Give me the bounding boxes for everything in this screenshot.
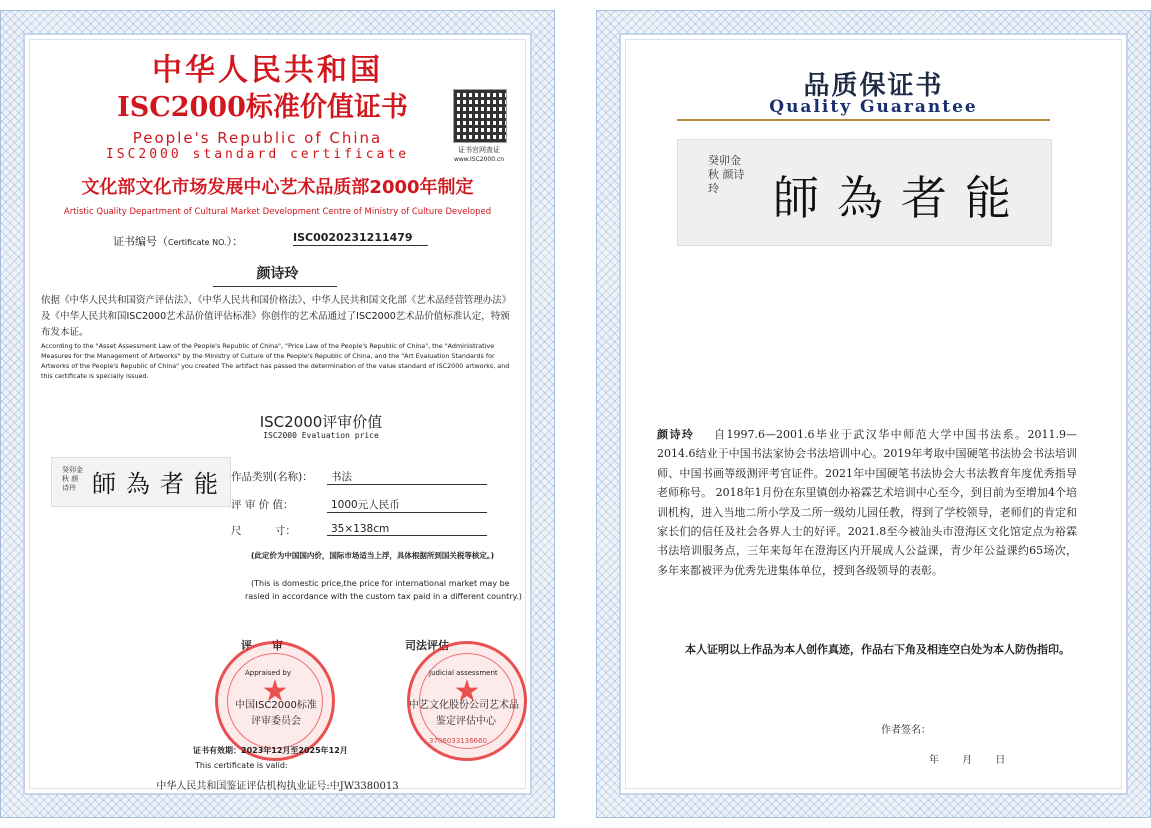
seal-org-line1: 中国ISC2000标准 [235,700,317,711]
artwork-thumbnail [51,457,231,507]
field-label: 评 审 价 值： [231,499,294,511]
authenticity-declaration: 本人证明以上作品为本人创作真迹，作品右下角及相连空白处为本人防伪指印。 [685,643,1070,656]
guarantee-title-cn: 品质保证书 [803,71,944,101]
validity-en: This certificate is valid: [195,761,288,770]
signature-label: 作者签名： [881,725,931,736]
statement-cn: 依据《中华人民共和国资产评估法》、《中华人民共和国价格法》、中华人民共和国文化部《艺术品经营管理办法》及《中华人民共和国ISC2000艺术品价值评估标准》你创作的艺术品通过了ISC2000艺术品价值标准认定，特颁布发本证。 [41,295,510,338]
field-label: 尺 寸： [231,525,296,537]
cert-no-label-en: Certificate NO. [168,238,227,247]
field-value: 书法 [327,469,487,485]
judicial-label: 司法评估 [405,639,449,652]
name-underline [213,286,337,287]
cert-no-value: ISC0020231211479 [293,231,428,246]
artwork-image [677,139,1052,246]
seal-code: 3706033136660 [429,737,487,745]
statement-en: According to the "Asset Assessment Law of the People's Republic of China", "Price Law of the People's Republic of China", the "Administrative Measures for the Management of Artworks" by the Ministry of Culture of the People's Republic of China, and the "Art Evaluation Standards for Artworks of the People's Republic of China" you created The artifact has passed the determination of the value standard of ISC2000 artworks, and this certificate is specially issued. [41,342,510,380]
isc2000-certificate [0,10,555,818]
bio-name: 颜诗玲 [657,428,695,441]
artist-name: 颜诗玲 [256,266,299,282]
price-note-en: (This is domestic price,the price for international market may be rasied in accordance with the custom tax paid in a different country.) [245,579,522,601]
field-row-category [231,469,352,484]
artwork-characters: 師為者能 [92,470,228,498]
field-row-size [231,523,390,538]
field-value: 1000元人民币 [327,497,487,513]
seal-caption: Appraised by [245,669,291,677]
review-label: 评 审 [241,639,291,652]
seal-org-line2: 鉴定评估中心 [436,716,496,727]
artwork-inscription: 癸卯金秋 颜诗玲 [62,466,83,492]
title-en-2: ISC2000 standard certificate [105,147,410,162]
seal-org-line2: 评审委员会 [251,716,301,727]
artwork-characters: 師為者能 [773,171,1029,225]
seal-star-icon: ★ [453,674,481,709]
title-divider [677,119,1050,121]
artwork-inscription: 癸卯金秋 颜诗玲 [708,154,745,195]
seal-caption: Judicial assessment [429,669,498,677]
guarantee-title-en: Quality Guarantee [769,97,978,117]
validity-period: 证书有效期：2023年12月至2025年12月 [193,746,348,755]
price-note-cn: (此定价为中国国内价，国际市场适当上浮，具体根据所到国关税等核定。) [251,551,495,560]
department-en: Artistic Quality Department of Cultural Market Development Centre of Ministry of Culture Developed [63,207,492,217]
qr-code-icon[interactable] [453,89,507,143]
date-label: 年 月 日 [929,755,1006,766]
field-row-value [231,497,400,512]
evaluation-subtitle: ISC2000 Evaluation price [263,431,379,440]
evaluation-title: ISC2000评审价值 [259,413,383,431]
bio-text: 自1997.6—2001.6毕业于武汉华中师范大学中国书法系。2011.9—2014.6结业于中国书法家协会书法培训中心。2019年考取中国硬笔书法协会书法培训师、中国书画等级测评考官证件。2021年中国硬笔书法协会大书法教育年度优秀指导老师称号。 2018年1月份在东里镇创办裕霖艺术培训中心至今，到目前为至增加4个培训机构，进入当地二所小学及二所一级幼儿园任教，得到了学校领导，老师们的肯定和家长们的信任及社会各界人士的好评。2021.8至今被汕头市澄海区文化馆定点为裕霖书法培训服务点，三年来每年在澄海区内开展成人公益课，青少年公益课约65场次，多年来都被评为优秀先进集体单位，授到各级领导的表彰。 [657,428,1078,577]
quality-guarantee [596,10,1151,818]
field-value: 35×138cm [327,523,487,536]
title-en-1: People's Republic of China [132,129,383,147]
cert-no-label-cn: 证书编号（ [113,235,168,248]
cert-no-label [113,233,243,249]
artist-bio [657,425,1077,580]
qr-url: www.ISC2000.cn [453,156,505,163]
qr-label: 证书官网查证 [458,146,500,154]
title-cn: 中华人民共和国 [152,53,383,88]
title-cn-2: ISC2000标准价值证书 [117,92,408,123]
seal-star-icon: ★ [261,674,289,709]
department-cn: 文化部文化市场发展中心艺术品质部2000年制定 [81,177,474,198]
cert-no-label-end: ）： [226,235,244,248]
seal-org-line1: 中艺文化股份公司艺术品 [409,700,519,711]
field-label: 作品类别(名称)： [231,471,313,483]
license-number: 中华人民共和国鉴证评估机构执业证号:中JW3380013 [156,781,399,792]
